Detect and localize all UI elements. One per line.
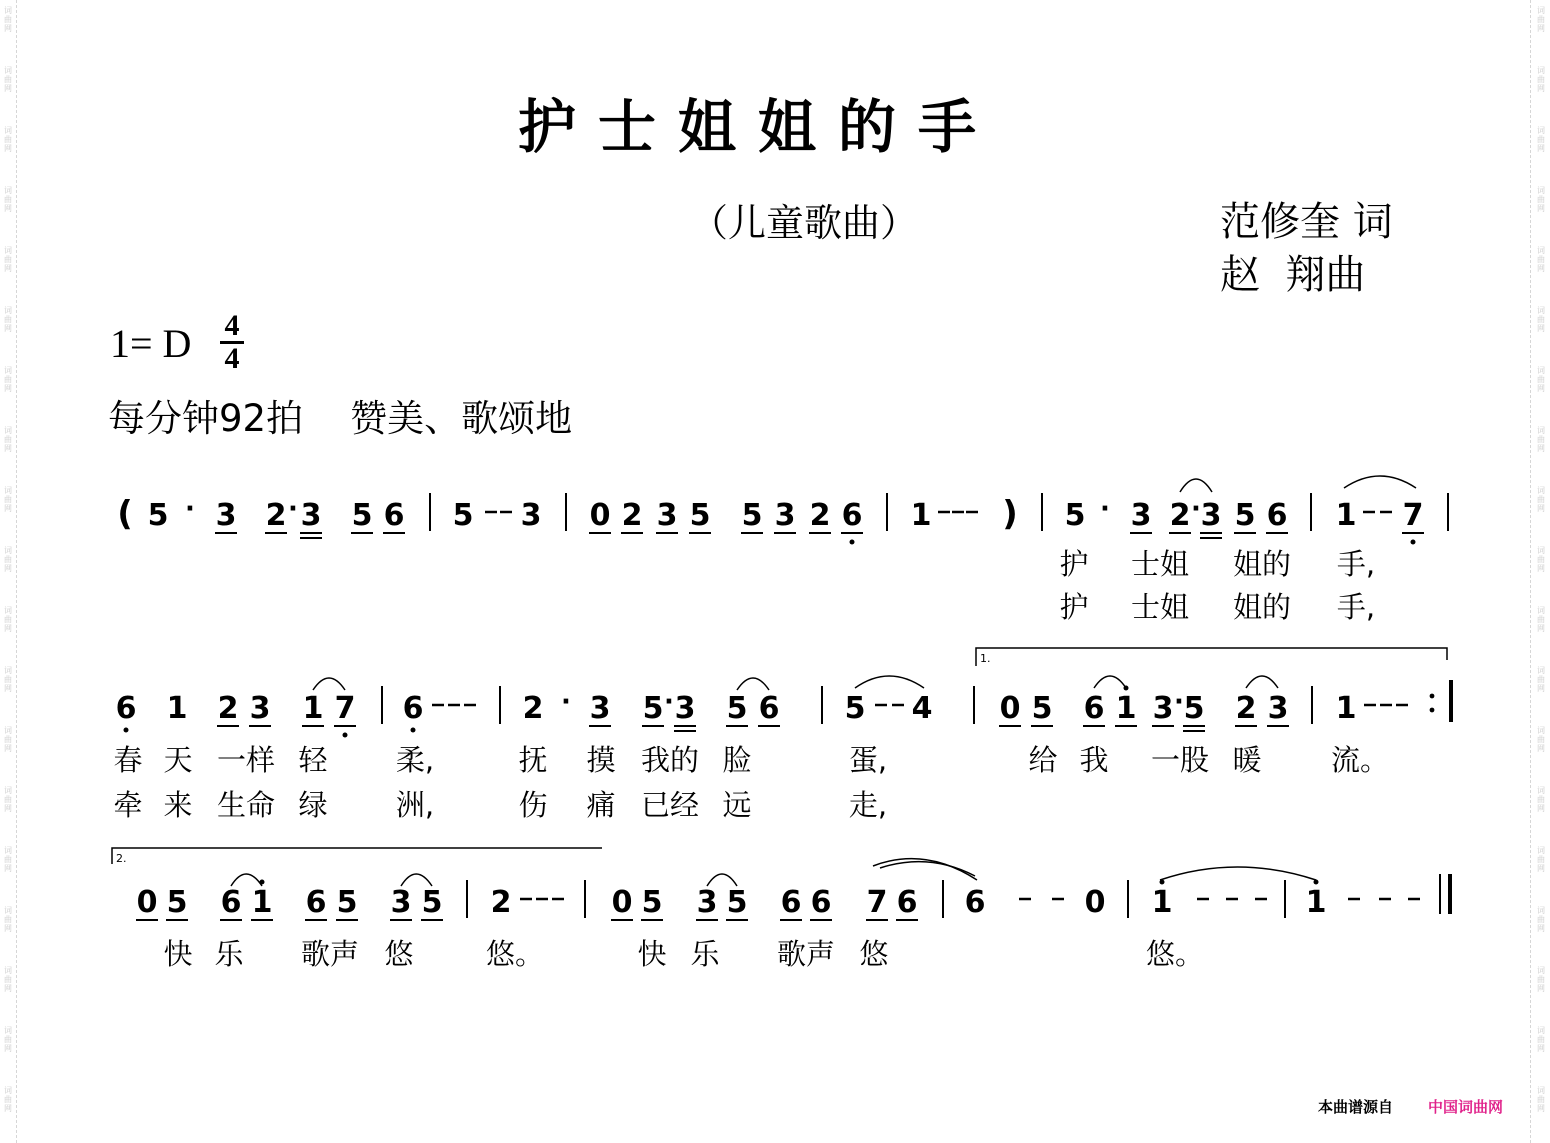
lyric-syllable: 天: [163, 743, 193, 777]
lyricist-credit: 范修奎 词: [1220, 199, 1393, 245]
augmentation-dot: ·: [664, 687, 674, 717]
tie: [855, 676, 924, 688]
watermark-glyphs: 词 曲 网: [1537, 1086, 1545, 1113]
note: 6: [964, 885, 986, 920]
notation-layer: [113, 493, 1448, 971]
note: 1: [166, 691, 188, 726]
lyric-syllable: 歌声: [776, 937, 836, 971]
octave-high-dot: [1314, 880, 1319, 885]
note: 6: [896, 885, 918, 920]
tie: [1344, 476, 1416, 488]
lyric-syllable: 痛: [586, 788, 616, 822]
bracket: (: [117, 494, 133, 534]
lyric-syllable: 手,: [1336, 547, 1376, 581]
watermark-glyphs: 词 曲 网: [4, 726, 12, 753]
watermark-glyphs: 词 曲 网: [1537, 66, 1545, 93]
lyric-syllable: 来: [163, 788, 193, 822]
note: 1: [910, 498, 932, 533]
note: 2: [621, 498, 643, 533]
note: 6: [841, 498, 863, 533]
lyric-syllable: 一样: [216, 743, 276, 777]
watermark-glyphs: 词 曲 网: [1537, 126, 1545, 153]
lyric-syllable: 柔,: [395, 743, 435, 777]
note: 0: [136, 885, 158, 920]
lyric-syllable: 我: [1079, 743, 1109, 777]
note: 1: [1115, 691, 1137, 726]
note: 6: [115, 691, 137, 726]
footer-source-label: 本曲谱源自: [1318, 1098, 1394, 1116]
repeat-dot: [1430, 708, 1435, 713]
note: 5: [1234, 498, 1256, 533]
slur: [1246, 676, 1278, 688]
watermark-glyphs: 词 曲 网: [4, 306, 12, 333]
note: 5: [741, 498, 763, 533]
lyric-syllable: 悠: [384, 937, 414, 971]
watermark-glyphs: 词 曲 网: [4, 486, 12, 513]
note: 3: [300, 498, 322, 533]
augmentation-dot: ·: [561, 687, 571, 717]
lyric-syllable: 快: [637, 937, 667, 971]
lyric-syllable: 生命: [216, 788, 276, 822]
lyric-syllable: 暖: [1232, 743, 1262, 777]
lyric-syllable: 手,: [1336, 590, 1376, 624]
lyric-syllable: 远: [722, 788, 752, 822]
augmentation-dot: ·: [1174, 687, 1184, 717]
key-signature: 1= D: [110, 321, 192, 366]
note: 6: [220, 885, 242, 920]
lyric-syllable: 护: [1059, 590, 1089, 624]
note: 4: [911, 691, 933, 726]
note: 6: [305, 885, 327, 920]
tie: [1160, 867, 1316, 880]
watermark-glyphs: 词 曲 网: [4, 246, 12, 273]
watermark-glyphs: 词 曲 网: [4, 966, 12, 993]
watermark-glyphs: 词 曲 网: [1537, 1026, 1545, 1053]
watermark-glyphs: 词 曲 网: [1537, 426, 1545, 453]
note: 2: [522, 691, 544, 726]
lyric-syllable: 士姐: [1130, 590, 1190, 624]
note: 3: [520, 498, 542, 533]
note: 3: [390, 885, 412, 920]
note: 5: [336, 885, 358, 920]
note: 5: [726, 885, 748, 920]
watermark-glyphs: 词 曲 网: [4, 846, 12, 873]
note: 0: [1084, 885, 1106, 920]
octave-high-dot: [260, 880, 265, 885]
lyric-syllable: 乐: [214, 937, 244, 971]
note: 2: [490, 885, 512, 920]
note: 3: [215, 498, 237, 533]
lyric-syllable: 快: [163, 937, 193, 971]
note: 0: [611, 885, 633, 920]
note: 1: [1335, 498, 1357, 533]
watermark-glyphs: 词 曲 网: [1537, 966, 1545, 993]
note: 7: [334, 691, 356, 726]
lyric-syllable: 悠。: [485, 937, 545, 971]
watermark-glyphs: 词 曲 网: [4, 186, 12, 213]
note: 2: [809, 498, 831, 533]
lyric-syllable: 悠。: [1145, 937, 1205, 971]
augmentation-dot: ·: [288, 494, 298, 524]
lyric-syllable: 伤: [518, 788, 548, 822]
note: 1: [1151, 885, 1173, 920]
watermark-glyphs: 词 曲 网: [1537, 246, 1545, 273]
octave-low-dot: [850, 540, 855, 545]
watermark-glyphs: 词 曲 网: [1537, 546, 1545, 573]
time-signature-top: 4: [224, 309, 240, 342]
note: 5: [726, 691, 748, 726]
watermark-glyphs: 词 曲 网: [4, 546, 12, 573]
bracket: ): [1002, 494, 1018, 534]
watermark-glyphs: 词 曲 网: [4, 126, 12, 153]
note: 3: [674, 691, 696, 726]
note: 5: [689, 498, 711, 533]
lyric-syllable: 抚: [518, 743, 548, 777]
note: 6: [1266, 498, 1288, 533]
watermark-glyphs: 词 曲 网: [4, 906, 12, 933]
octave-high-dot: [1124, 686, 1129, 691]
note: 5: [421, 885, 443, 920]
note: 0: [589, 498, 611, 533]
lyric-syllable: 流。: [1330, 743, 1390, 777]
lyric-syllable: 乐: [690, 937, 720, 971]
note: 2: [1169, 498, 1191, 533]
note: 6: [402, 691, 424, 726]
note: 5: [844, 691, 866, 726]
note: 5: [642, 691, 664, 726]
watermark-glyphs: 词 曲 网: [1537, 666, 1545, 693]
lyric-syllable: 我的: [640, 743, 700, 777]
lyric-syllable: 春: [113, 743, 143, 777]
note: 5: [1064, 498, 1086, 533]
note: 0: [999, 691, 1021, 726]
note: 2: [265, 498, 287, 533]
note: 1: [1335, 691, 1357, 726]
lyric-syllable: 洲,: [395, 788, 435, 822]
note: 5: [1031, 691, 1053, 726]
lyric-syllable: 走,: [848, 788, 888, 822]
note: 5: [452, 498, 474, 533]
augmentation-dot: ·: [185, 494, 195, 524]
lyric-syllable: 摸: [586, 743, 616, 777]
watermark-glyphs: 词 曲 网: [1537, 846, 1545, 873]
watermark-glyphs: 词 曲 网: [4, 366, 12, 393]
augmentation-dot: ·: [1100, 494, 1110, 524]
watermark-glyphs: 词 曲 网: [1537, 366, 1545, 393]
note: 3: [1152, 691, 1174, 726]
note: 6: [1083, 691, 1105, 726]
watermark-glyphs: 词 曲 网: [4, 426, 12, 453]
lyric-syllable: 蛋,: [848, 743, 888, 777]
watermark-glyphs: 词 曲 网: [1537, 186, 1545, 213]
note: 3: [1130, 498, 1152, 533]
volta-second-label: 2.: [116, 852, 127, 865]
note: 3: [1200, 498, 1222, 533]
lyric-syllable: 士姐: [1130, 547, 1190, 581]
note: 3: [774, 498, 796, 533]
repeat-dot: [1430, 694, 1435, 699]
watermark-glyphs: 词 曲 网: [4, 606, 12, 633]
watermark-glyphs: 词 曲 网: [1537, 606, 1545, 633]
octave-low-dot: [411, 728, 416, 733]
note: 2: [217, 691, 239, 726]
lyric-syllable: 脸: [722, 743, 752, 777]
note: 6: [780, 885, 802, 920]
slur: [1180, 479, 1212, 492]
watermark-glyphs: 词 曲 网: [4, 1086, 12, 1113]
song-title: 护士姐姐的手: [518, 93, 999, 161]
note: 5: [641, 885, 663, 920]
note: 7: [1402, 498, 1424, 533]
lyric-syllable: 已经: [640, 788, 700, 822]
lyric-syllable: 姐的: [1232, 547, 1292, 581]
note: 6: [810, 885, 832, 920]
lyric-syllable: 轻: [298, 743, 328, 777]
watermark-glyphs: 词 曲 网: [4, 786, 12, 813]
time-signature-bottom: 4: [224, 342, 240, 375]
footer-site-name: 中国词曲网: [1428, 1098, 1504, 1116]
note: 3: [696, 885, 718, 920]
slur: [737, 678, 769, 690]
volta-first-label: 1.: [980, 652, 991, 665]
watermark-glyphs: 词 曲 网: [4, 666, 12, 693]
note: 3: [589, 691, 611, 726]
lyric-syllable: 一股: [1150, 743, 1210, 777]
note: 3: [656, 498, 678, 533]
watermark-glyphs: 词 曲 网: [4, 66, 12, 93]
watermark-glyphs: 词 曲 网: [4, 1026, 12, 1053]
watermark-glyphs: 词 曲 网: [1537, 786, 1545, 813]
watermark-glyphs: 词 曲 网: [1537, 6, 1545, 33]
note: 2: [1235, 691, 1257, 726]
note: 3: [1267, 691, 1289, 726]
note: 5: [1183, 691, 1205, 726]
note: 5: [166, 885, 188, 920]
watermark-glyphs: 词 曲 网: [1537, 306, 1545, 333]
slur: [1094, 676, 1126, 688]
note: 5: [351, 498, 373, 533]
song-subtitle: （儿童歌曲）: [690, 201, 919, 245]
octave-high-dot: [1160, 880, 1165, 885]
lyric-syllable: 悠: [859, 937, 889, 971]
watermark-glyphs: 词 曲 网: [1537, 726, 1545, 753]
watermark-glyphs: 词 曲 网: [4, 6, 12, 33]
note: 1: [1305, 885, 1327, 920]
augmentation-dot: ·: [1191, 494, 1201, 524]
note: 6: [758, 691, 780, 726]
tie: [880, 862, 975, 876]
slur: [313, 678, 345, 690]
octave-low-dot: [343, 733, 348, 738]
note: 1: [251, 885, 273, 920]
tempo-marking: 每分钟92拍 赞美、歌颂地: [108, 397, 573, 440]
watermark-glyphs: 词 曲 网: [1537, 486, 1545, 513]
lyric-syllable: 牵: [113, 788, 143, 822]
lyric-syllable: 给: [1028, 743, 1058, 777]
watermark-glyphs: 词 曲 网: [1537, 906, 1545, 933]
note: 1: [302, 691, 324, 726]
note: 7: [866, 885, 888, 920]
volta-second-bracket: [112, 848, 602, 864]
lyric-syllable: 绿: [298, 788, 328, 822]
octave-low-dot: [1411, 540, 1416, 545]
composer-credit: 赵 翔曲: [1220, 252, 1366, 298]
volta-first-bracket: [976, 648, 1447, 666]
note: 3: [249, 691, 271, 726]
octave-low-dot: [124, 728, 129, 733]
lyric-syllable: 护: [1059, 547, 1089, 581]
note: 6: [383, 498, 405, 533]
lyric-syllable: 姐的: [1232, 590, 1292, 624]
note: 5: [147, 498, 169, 533]
lyric-syllable: 歌声: [300, 937, 360, 971]
